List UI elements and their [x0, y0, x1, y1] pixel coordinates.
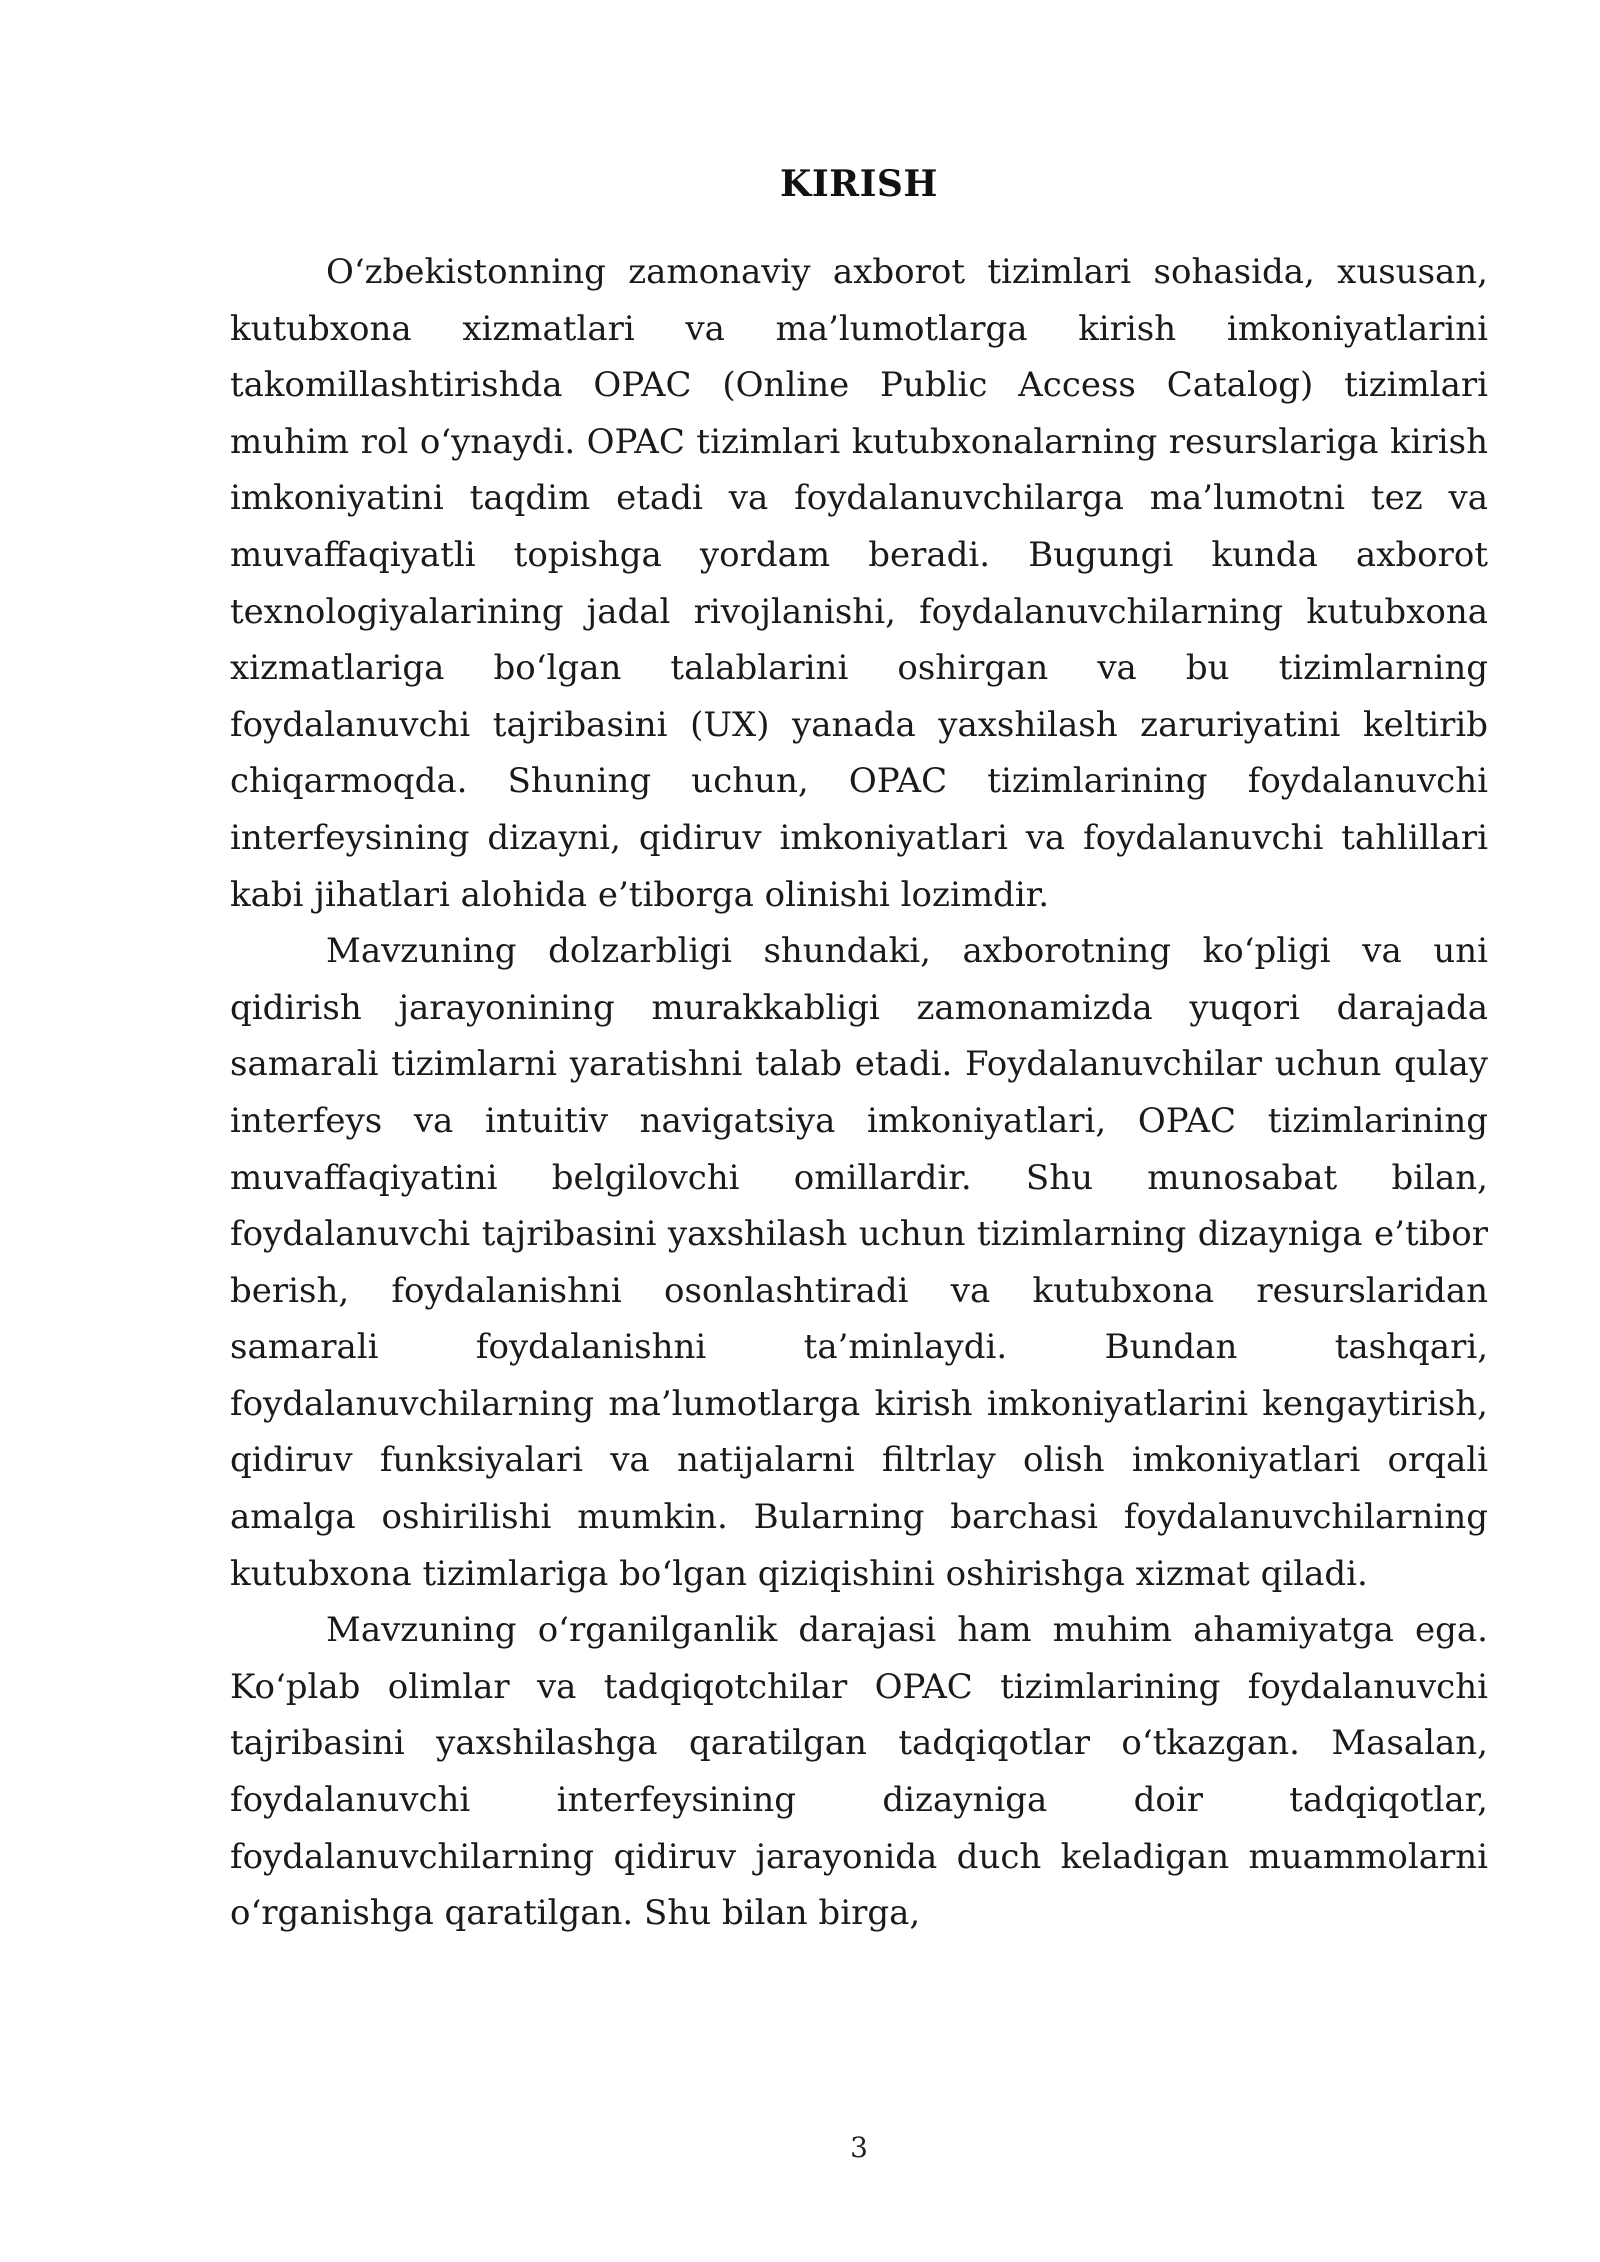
- section-title: KIRISH: [780, 163, 938, 205]
- paragraph-introduction: O‘zbekistonning zamonaviy axborot tizimlari sohasida, xususan, kutubxona xizmatlari va ma’lumotlarga kirish imkoniyatlarini takomillashtirishda OPAC (Online Public Access Catalog) tizimlari muhim rol o‘ynaydi. OPAC tizimlari kutubxonalarning resurslariga kirish imkoniyatini taqdim etadi va foydalanuvchilarga ma’lumotni tez va muvaffaqiyatli topishga yordam beradi. Bugungi kunda axborot texnologiyalarining jadal rivojlanishi, foydalanuvchilarning kutubxona xizmatlariga bo‘lgan talablarini oshirgan va bu tizimlarning foydalanuvchi tajribasini (UX) yanada yaxshilash zaruriyatini keltirib chiqarmoqda. Shuning uchun, OPAC tizimlarining foydalanuvchi interfeysining dizayni, qidiruv imkoniyatlari va foydalanuvchi tahlillari kabi jihatlari alohida e’tiborga olinishi lozimdir.: [230, 252, 1488, 915]
- body-text: [230, 244, 1488, 1942]
- paragraph-degree-of-study: Mavzuning o‘rganilganlik darajasi ham muhim ahamiyatga ega. Ko‘plab olimlar va tadqiqotchilar OPAC tizimlarining foydalanuvchi tajribasini yaxshilashga qaratilgan tadqiqotlar o‘tkazgan. Masalan, foydalanuvchi interfeysining dizayniga doir tadqiqotlar, foydalanuvchilarning qidiruv jarayonida duch keladigan muammolarni o‘rganishga qaratilgan. Shu bilan birga,: [230, 1610, 1488, 1934]
- paragraph-relevance: Mavzuning dolzarbligi shundaki, axborotning ko‘pligi va uni qidirish jarayonining murakkabligi zamonamizda yuqori darajada samarali tizimlarni yaratishni talab etadi. Foydalanuvchilar uchun qulay interfeys va intuitiv navigatsiya imkoniyatlari, OPAC tizimlarining muvaffaqiyatini belgilovchi omillardir. Shu munosabat bilan, foydalanuvchi tajribasini yaxshilash uchun tizimlarning dizayniga e’tibor berish, foydalanishni osonlashtiradi va kutubxona resurslaridan samarali foydalanishni ta’minlaydi. Bundan tashqari, foydalanuvchilarning ma’lumotlarga kirish imkoniyatlarini kengaytirish, qidiruv funksiyalari va natijalarni filtrlay olish imkoniyatlari orqali amalga oshirilishi mumkin. Bularning barchasi foydalanuvchilarning kutubxona tizimlariga bo‘lgan qiziqishini oshirishga xizmat qiladi.: [230, 931, 1488, 1594]
- page-number: 3: [850, 2131, 868, 2164]
